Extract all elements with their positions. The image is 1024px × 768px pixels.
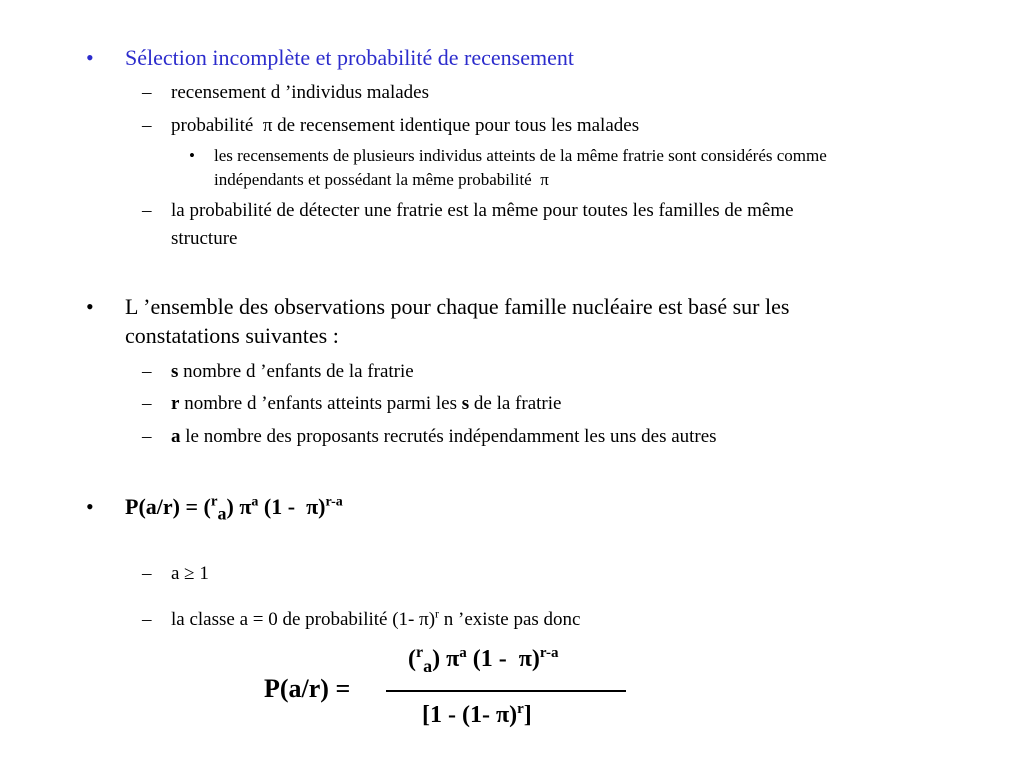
dash-marker: – xyxy=(142,609,152,630)
sub-a: a xyxy=(423,655,433,676)
pi-symbol: π xyxy=(540,170,549,189)
dash-marker: – xyxy=(142,115,152,136)
var-r: r xyxy=(171,393,180,414)
sub-item-fratrie-line2: structure xyxy=(171,228,238,249)
close-paren: ) xyxy=(531,646,540,672)
pi-symbol: π xyxy=(495,702,510,728)
pi-symbol: π xyxy=(262,115,273,136)
sub-item-s xyxy=(171,361,414,383)
open-paren: ( xyxy=(408,646,416,672)
fraction-lhs: P(a/r) = xyxy=(264,674,351,703)
close-paren: ) xyxy=(509,702,518,728)
formula-lhs: P(a/r) = ( xyxy=(125,494,211,519)
pi-symbol: π xyxy=(419,609,429,630)
sub-item-a xyxy=(171,426,717,448)
close-bracket: ] xyxy=(523,702,532,728)
sub-item-r xyxy=(171,393,561,415)
sup-a: a xyxy=(459,645,467,661)
bullet-marker: • xyxy=(86,294,94,319)
pi-symbol: π xyxy=(239,494,252,519)
sup-r: r xyxy=(435,606,440,621)
var-s: s xyxy=(171,361,179,382)
mid: (1 - xyxy=(466,646,519,672)
sup-r-a: r-a xyxy=(325,494,343,510)
sub-item-recensement: recensement d ’individus malades xyxy=(171,82,430,103)
fraction-numerator xyxy=(408,644,559,676)
dash-marker: – xyxy=(142,563,152,584)
pi-symbol: π xyxy=(518,646,532,672)
text: n ’existe pas donc xyxy=(439,609,581,630)
close-paren: ) xyxy=(318,494,326,519)
text: nombre d ’enfants de la fratrie xyxy=(178,361,414,382)
text: probabilité xyxy=(171,115,254,136)
sup-r-a: r-a xyxy=(539,645,559,661)
text: le nombre des proposants recrutés indépendamment les uns des autres xyxy=(180,426,717,447)
mid: (1 - xyxy=(258,494,307,519)
fraction-denominator xyxy=(422,702,532,729)
sub-item-a-geq-1: a ≥ 1 xyxy=(171,563,209,584)
sub-sub-item-line1: les recensements de plusieurs individus atteints de la même fratrie sont considérés comme xyxy=(214,146,827,165)
sub-item-classe xyxy=(171,606,581,631)
sub-item-probabilite xyxy=(171,115,639,137)
formula-line xyxy=(125,493,343,524)
close-paren: ) xyxy=(226,494,234,519)
close-paren: ) xyxy=(428,609,436,630)
pi-symbol: π xyxy=(446,646,460,672)
var-a: a xyxy=(171,426,181,447)
text: indépendants et possédant la même probabilité xyxy=(214,170,532,189)
dash-marker: – xyxy=(142,361,152,382)
dash-marker: – xyxy=(142,200,152,221)
sup-r: r xyxy=(517,701,524,717)
sup-r: r xyxy=(416,644,424,661)
var-s: s xyxy=(461,393,470,414)
sup-r: r xyxy=(210,493,218,510)
close-paren: ) xyxy=(432,646,441,672)
bullet-2-line1: L ’ensemble des observations pour chaque famille nucléaire est basé sur les xyxy=(125,294,790,319)
text: la classe a = 0 de probabilité (1- xyxy=(171,609,420,630)
text: [1 - (1- xyxy=(422,702,496,728)
dash-marker: – xyxy=(142,393,152,414)
sub-sub-item-line2 xyxy=(214,170,549,190)
text: nombre d ’enfants atteints parmi les xyxy=(179,393,462,414)
text: de la fratrie xyxy=(469,393,562,414)
dash-marker: – xyxy=(142,82,152,103)
bullet-marker: • xyxy=(189,146,195,165)
bullet-2-line2: constatations suivantes : xyxy=(125,323,339,348)
sub-a: a xyxy=(217,503,227,524)
bullet-1-title: Sélection incomplète et probabilité de recensement xyxy=(125,45,574,70)
bullet-marker: • xyxy=(86,494,94,519)
sub-item-fratrie-line1: la probabilité de détecter une fratrie est la même pour toutes les familles de même xyxy=(171,200,794,221)
dash-marker: – xyxy=(142,426,152,447)
text: de recensement identique pour tous les malades xyxy=(277,115,640,136)
bullet-marker: • xyxy=(86,45,94,70)
pi-symbol: π xyxy=(306,494,319,519)
fraction-bar xyxy=(386,690,626,692)
sup-a: a xyxy=(251,494,259,510)
